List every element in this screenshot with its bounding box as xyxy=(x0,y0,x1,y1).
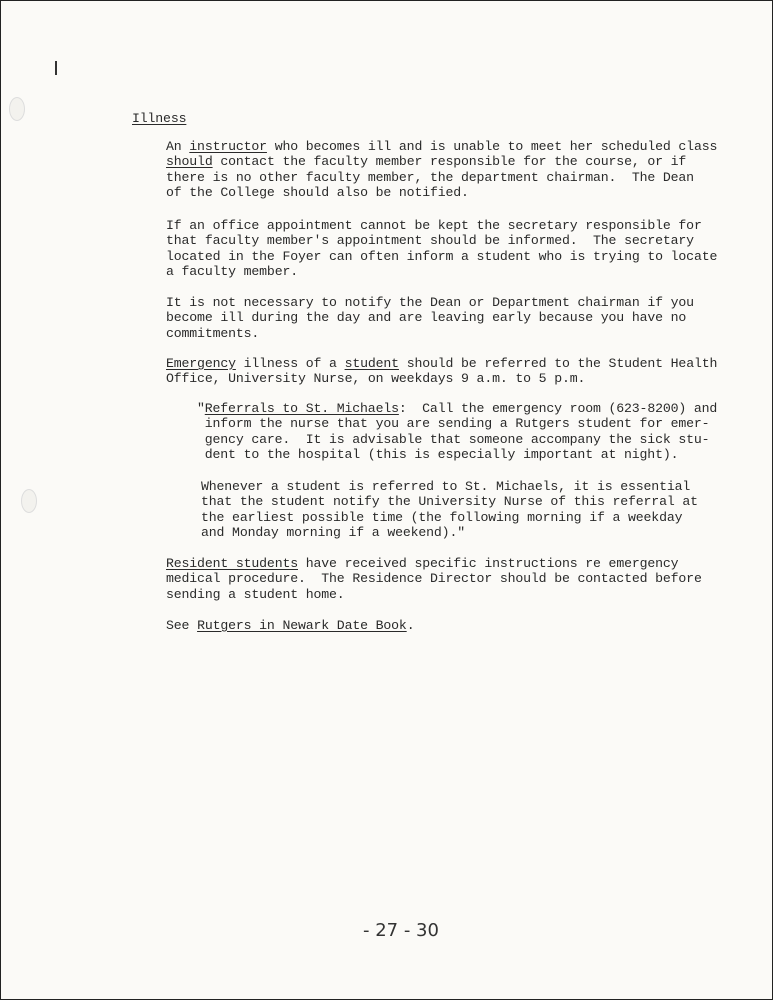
quote-referrals: "Referrals to St. Michaels: Call the emergency room (623-8200) and inform the nurse that you are sending a Rutgers student for emer- gency care. It is advisable that someone accompany the sick stu- dent to the hospital (this is especially important at night). xyxy=(197,401,718,463)
paragraph-instructor-illness: An instructor who becomes ill and is unable to meet her scheduled class should contact the faculty member responsible for the course, or if there is no other faculty member, the department chairman. The Dean of the College should also be notified. xyxy=(166,139,718,201)
paragraph-see-date-book: See Rutgers in Newark Date Book. xyxy=(166,618,415,633)
punch-hole-top xyxy=(9,97,25,121)
paragraph-resident-students: Resident students have received specific instructions re emergency medical procedure. The Residence Director should be contacted before sending a student home. xyxy=(166,556,702,602)
punch-hole-middle xyxy=(21,489,37,513)
quote-referral-notification: Whenever a student is referred to St. Michaels, it is essential that the student notify the University Nurse of this referral at the earliest possible time (the following morning if a weekday and Monday morning if a weekend)." xyxy=(201,479,698,541)
section-heading: Illness xyxy=(132,111,187,126)
paragraph-leaving-early: It is not necessary to notify the Dean or Department chairman if you become ill during the day and are leaving early because you have no commitments. xyxy=(166,295,694,341)
page-number: - 27 - 30 xyxy=(363,920,439,941)
paragraph-office-appointment: If an office appointment cannot be kept the secretary responsible for that faculty member's appointment should be informed. The secretary located in the Foyer can often inform a student who is trying to locate a faculty member. xyxy=(166,218,718,280)
margin-mark xyxy=(55,61,57,75)
paragraph-student-emergency: Emergency illness of a student should be referred to the Student Health Office, University Nurse, on weekdays 9 a.m. to 5 p.m. xyxy=(166,356,718,387)
